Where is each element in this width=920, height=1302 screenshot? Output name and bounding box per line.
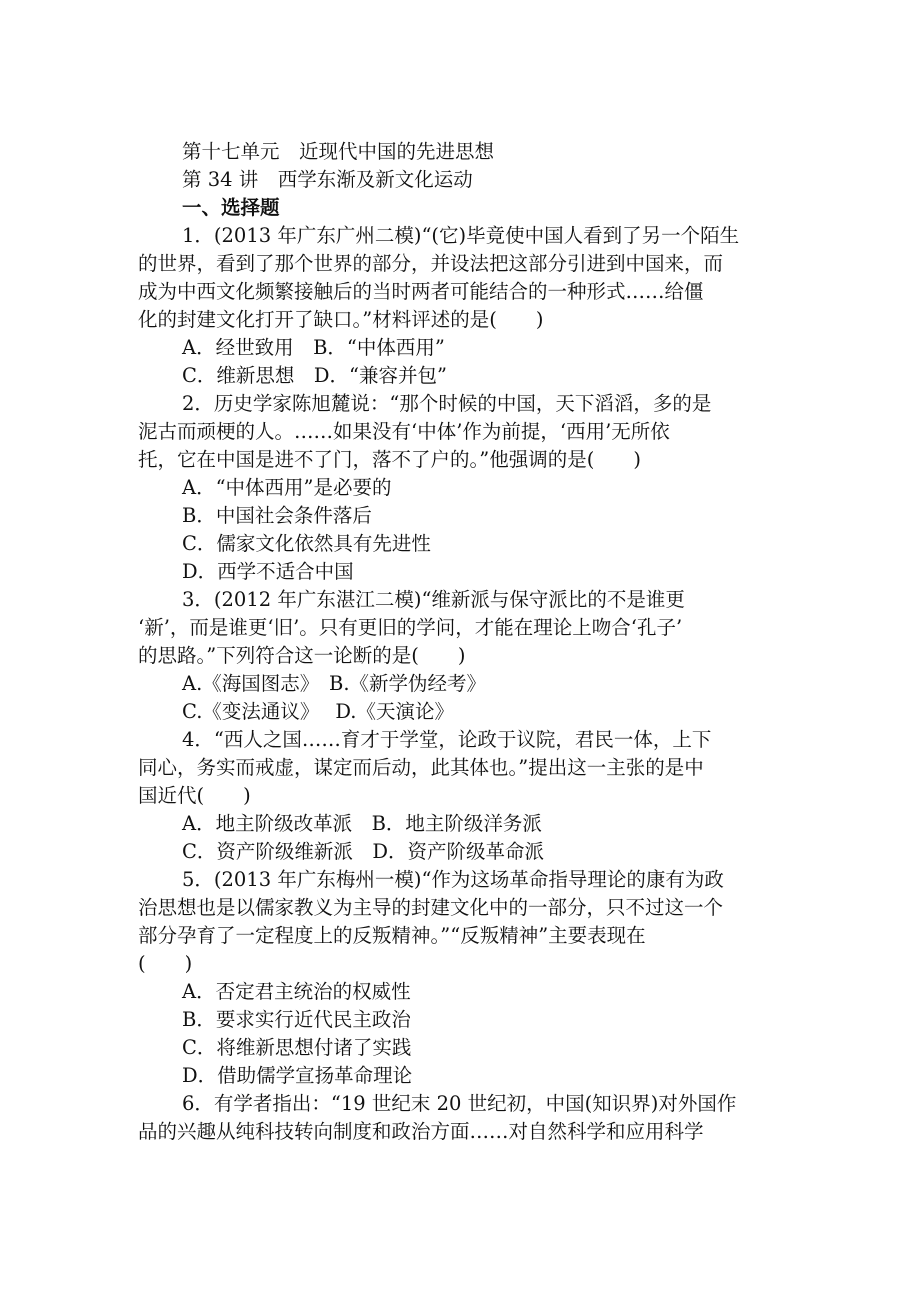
question-line: 国近代( ) bbox=[138, 784, 251, 807]
answer-option: C．将维新思想付诸了实践 bbox=[182, 1036, 412, 1059]
answer-option: C.《变法通议》 D.《天演论》 bbox=[182, 700, 455, 723]
question-line: ‘新’，而是谁更‘旧’。只有更旧的学问，才能在理论上吻合‘孔子’ bbox=[138, 616, 683, 639]
answer-option: A．经世致用 B．“中体西用” bbox=[182, 336, 445, 359]
answer-option: A．“中体西用”是必要的 bbox=[182, 476, 392, 499]
answer-option: A．地主阶级改革派 B．地主阶级洋务派 bbox=[182, 812, 542, 835]
question-line: 化的封建文化打开了缺口。”材料评述的是( ) bbox=[138, 308, 544, 331]
answer-option: D．西学不适合中国 bbox=[182, 560, 354, 583]
question-line: 的思路。”下列符合这一论断的是( ) bbox=[138, 644, 466, 667]
answer-option: B．要求实行近代民主政治 bbox=[182, 1008, 411, 1031]
question-line: ( ) bbox=[138, 952, 193, 975]
question-line: 的世界，看到了那个世界的部分，并设法把这部分引进到中国来，而 bbox=[138, 252, 724, 275]
answer-option: D．借助儒学宣扬革命理论 bbox=[182, 1064, 413, 1087]
question-3 bbox=[138, 586, 780, 670]
question-line: 5．(2013 年广东梅州一模)“作为这场革命指导理论的康有为政 bbox=[182, 868, 724, 891]
question-2 bbox=[138, 390, 780, 474]
answer-option: C．资产阶级维新派 D．资产阶级革命派 bbox=[182, 840, 545, 863]
question-line: 3．(2012 年广东湛江二模)“维新派与保守派比的不是谁更 bbox=[182, 588, 685, 611]
lecture-title: 第 34 讲 西学东渐及新文化运动 bbox=[182, 168, 473, 191]
question-5 bbox=[138, 866, 780, 978]
document-body bbox=[138, 138, 780, 1146]
question-line: 品的兴趣从纯科技转向制度和政治方面……对自然科学和应用科学 bbox=[138, 1120, 704, 1143]
question-line: 4．“西人之国……育才于学堂，论政于议院，君民一体，上下 bbox=[182, 728, 712, 751]
question-line: 1．(2013 年广东广州二模)“(它)毕竟使中国人看到了另一个陌生 bbox=[182, 224, 740, 247]
question-line: 成为中西文化频繁接触后的当时两者可能结合的一种形式……给僵 bbox=[138, 280, 704, 303]
section-title: 一、选择题 bbox=[182, 196, 280, 219]
unit-title: 第十七单元 近现代中国的先进思想 bbox=[182, 140, 495, 163]
question-line: 托，它在中国是进不了门，落不了户的。”他强调的是( ) bbox=[138, 448, 641, 471]
question-line: 泥古而顽梗的人。……如果没有‘中体’作为前提，‘西用’无所依 bbox=[138, 420, 670, 443]
question-line: 部分孕育了一定程度上的反叛精神。”“反叛精神”主要表现在 bbox=[138, 924, 646, 947]
question-line: 2．历史学家陈旭麓说：“那个时候的中国，天下滔滔，多的是 bbox=[182, 392, 712, 415]
answer-option: B．中国社会条件落后 bbox=[182, 504, 372, 527]
question-4 bbox=[138, 726, 780, 810]
question-line: 治思想也是以儒家教义为主导的封建文化中的一部分，只不过这一个 bbox=[138, 896, 724, 919]
answer-option: C．维新思想 D．“兼容并包” bbox=[182, 364, 447, 387]
question-line: 6．有学者指出：“19 世纪末 20 世纪初，中国(知识界)对外国作 bbox=[182, 1092, 737, 1115]
answer-option: A.《海国图志》 B.《新学伪经考》 bbox=[182, 672, 487, 695]
answer-option: A．否定君主统治的权威性 bbox=[182, 980, 411, 1003]
answer-option: C．儒家文化依然具有先进性 bbox=[182, 532, 431, 555]
question-line: 同心，务实而戒虚，谋定而后动，此其体也。”提出这一主张的是中 bbox=[138, 756, 704, 779]
question-6 bbox=[138, 1090, 780, 1146]
question-1 bbox=[138, 222, 780, 334]
